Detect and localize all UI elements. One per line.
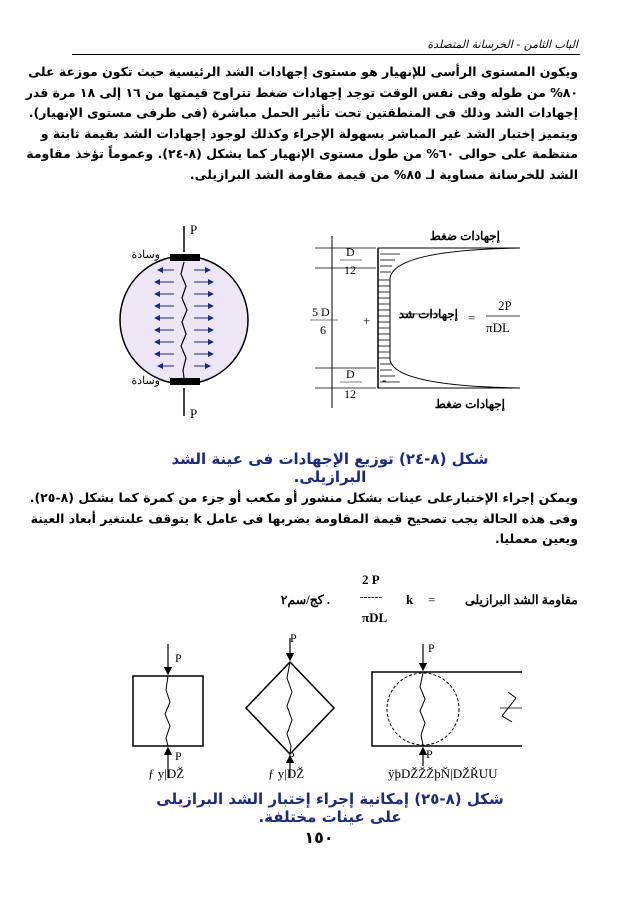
formula-denominator: πDL [486,320,510,335]
beam-label: ÿþDŽŽŽþŇ|DŽŘUU [388,766,498,781]
minus-sign: - [382,372,387,387]
text-line: إجهادات الشد وذلك فى المنطقتين تحت تأثير الحمل مباشرة (فى طرفى مستوى الإنهيار). [28,105,578,120]
text-line: منتظمة على حوالى ٦٠% من طول مستوى الإنهيار كما بشكل (٨-٢٤). وعموماً تؤخذ مقاومة [26,146,578,161]
text-line: ويكون المستوى الرأسى للإنهيار هو مستوى إجهادات الشد الرئيسية حيث تكون موزعة على [28,64,578,79]
beam-load-top: P [428,641,435,655]
frac-top-num: D [346,245,355,259]
cube-label: ƒ y|DŽ [148,766,185,781]
frac-top-den: 12 [344,263,356,277]
frac-bot-num: D [346,367,355,381]
formula-numerator: 2P [498,298,512,313]
cube-specimen [133,644,203,778]
pad-label-top: وسادة [131,249,160,261]
figure-25-caption: شكل (٨-٢٥) إمكانية إجراء إختبار الشد البرازيلى على عينات مختلفة. [156,790,504,826]
plus-sign: + [363,313,371,328]
paragraph-2 [29,488,578,550]
prism-load-top: P [290,631,297,645]
prism-label: ƒ y|DŽ [268,766,305,781]
formula-label: مقاومة الشد البرازيلى [464,593,578,607]
formula-equals: = [428,592,436,607]
figure-25 [0,632,638,782]
frac-bot-den: 12 [344,387,356,401]
text-line: ٨٠% من طوله وفى نفس الوقت توجد إجهادات ضغط تتراوح قيمتها من ١٦ إلى ١٨ مرة قدر [25,84,578,100]
brazilian-formula [0,566,638,626]
equals-sign: = [468,310,476,325]
text-line: وفى هذه الحالة يجب تصحيح قيمة المقاومة بضربها فى عامل k يتوقف علىتغير أبعاد العينة [30,510,578,526]
beam-specimen [372,644,522,766]
frac-mid-den: 6 [320,323,326,337]
text-line: ويعين معمليا. [494,531,578,546]
text-line: ويتميز إختبار الشد غير المباشر بسهولة الإجراء وكذلك لوجود إجهادات الشد بقيمة ثابتة و [40,125,578,141]
formula-num: 2 P [362,572,380,587]
formula-units: كج/سم٢ . [280,593,330,607]
prism-load-bottom: P [288,749,295,763]
load-label-bottom: P [190,406,198,421]
page-number: ١٥٠ [304,828,334,847]
frac-mid-num: 5 D [312,305,330,319]
figure-24-caption: شكل (٨-٢٤) توزيع الإجهادات فى عينة الشد البرازيلى. [171,450,489,486]
header-rule [72,54,580,55]
compression-label-bottom: إجهادات ضغط [434,397,505,411]
text-line: ويمكن إجراء الإختبارعلى عينات بشكل منشور أو مكعب أو جزء من كمرة كما بشكل (٨-٢٥). [29,490,578,505]
paragraph-1 [25,62,578,185]
formula-den: πDL [362,610,388,625]
figure-24 [0,218,638,428]
pad-label-bottom: وسادة [131,375,160,387]
tension-label: إجهادات شد [398,307,458,321]
cube-load-bottom: P [175,749,182,763]
formula-dashes: ------ [360,591,382,603]
running-header: الباب الثامن - الخرسانة المتصلدة [427,38,578,51]
load-label-top: P [190,222,198,237]
text-line: الشد للخرسانة مساوية لـ ٨٥% من قيمة مقاومة الشد البرازيلى. [189,166,578,182]
compression-label-top: إجهادات ضغط [429,229,500,243]
beam-load-bottom: P [426,747,433,761]
cube-load-top: P [175,651,182,665]
formula-k: k [406,592,414,607]
